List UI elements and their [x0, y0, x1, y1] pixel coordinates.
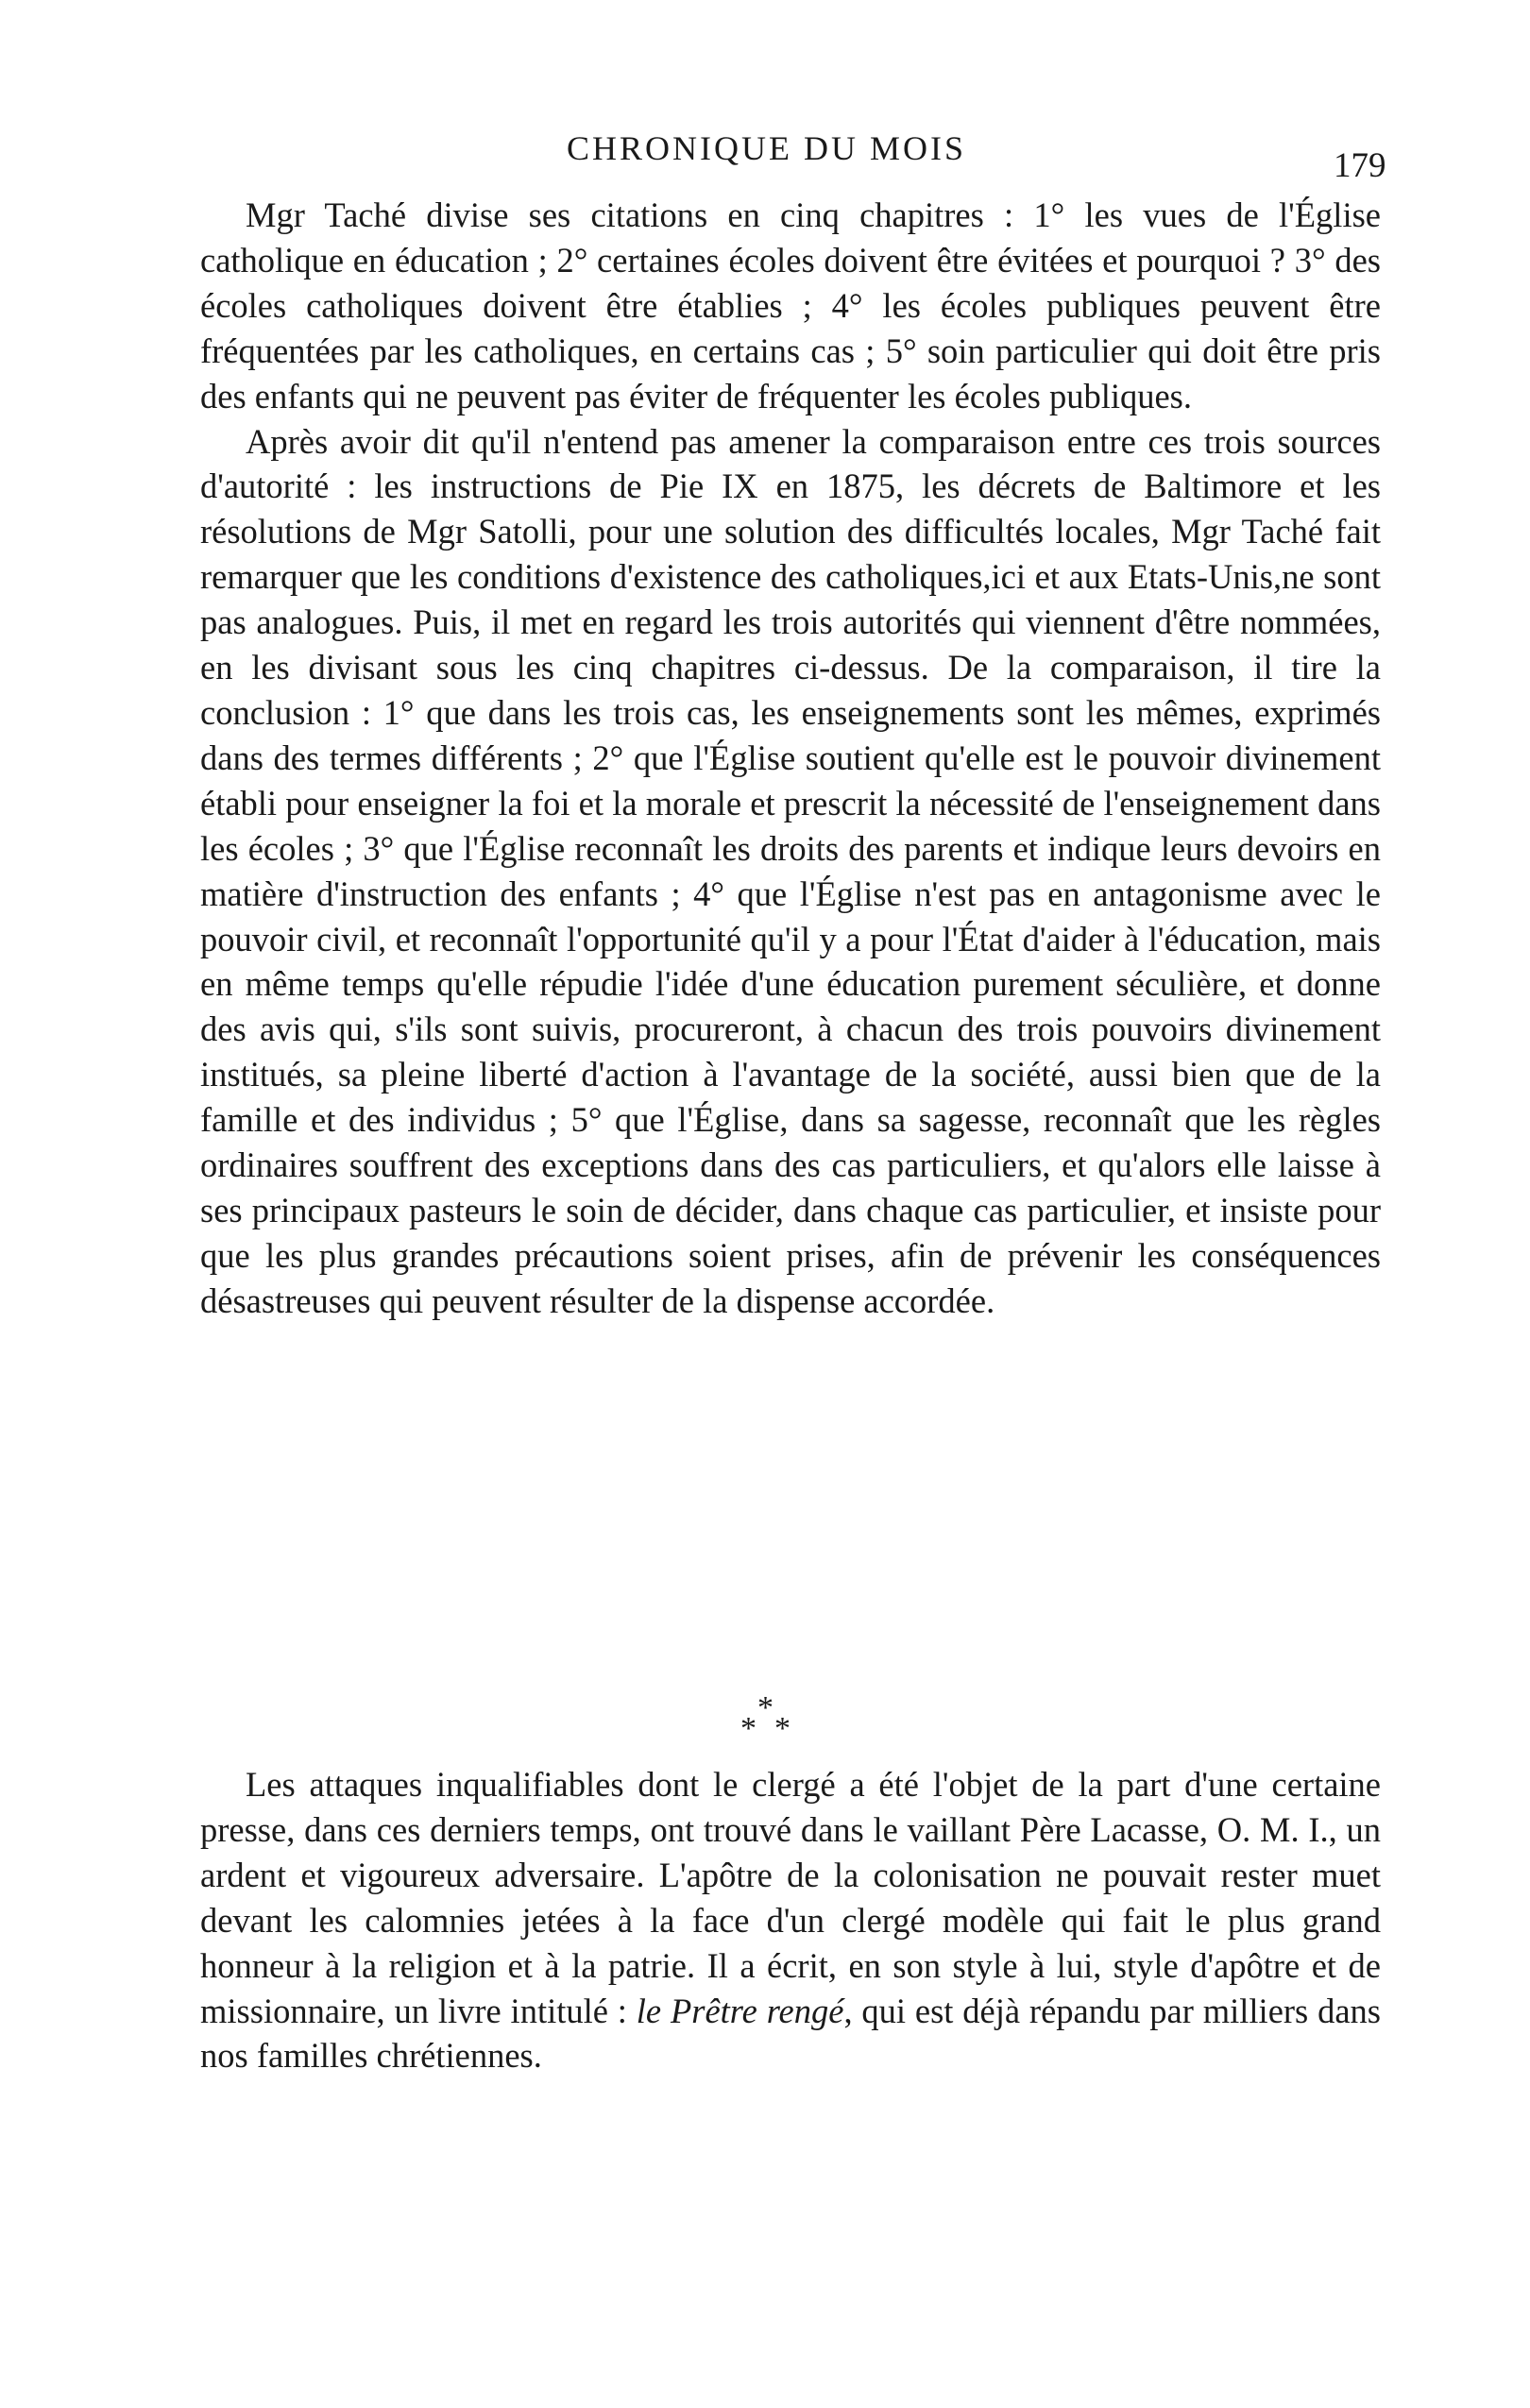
paragraph-comparison: Après avoir dit qu'il n'entend pas amener la comparaison entre ces trois sources d'autorité : les instructions de Pie IX en 1875, les décrets de Baltimore et les résolutions de Mgr Satolli, pour une solution des difficultés locales, Mgr Taché fait remarquer que les conditions d'existence des catholiques,ici et aux Etats-Unis,ne sont pas analogues. Puis, il met en regard les trois autorités qui viennent d'être nommées, en les divisant sous les cinq chapitres ci-dessus. De la comparaison, il tire la conclusion : 1° que dans les trois cas, les enseignements sont les mêmes, exprimés dans des termes différents ; 2° que l'Église soutient qu'elle est le pouvoir divinement établi pour enseigner la foi et la morale et prescrit la nécessité de l'enseignement dans les écoles ; 3° que l'Église reconnaît les droits des parents et indique leurs devoirs en matière d'instruction des enfants ; 4° que l'Église n'est pas en antagonisme avec le pouvoir civil, et reconnaît l'opportunité qu'il y a pour l'État d'aider à l'éducation, mais en même temps qu'elle répudie l'idée d'une éducation purement séculière, et donne des avis qui, s'ils sont suivis, procureront, à chacun des trois pouvoirs divinement institués, sa pleine liberté d'action à l'avantage de la société, aussi bien que de la famille et des individus ; 5° que l'Église, dans sa sagesse, reconnaît que les règles ordinaires souffrent des exceptions dans des cas particuliers, et qu'alors elle laisse à ses principaux pasteurs le soin de décider, dans chaque cas particulier, et insiste pour que les plus grandes précautions soient prises, afin de prévenir les conséquences désastreuses qui peuvent résulter de la dispense accordée. — [200, 421, 1381, 1320]
asterism-star: * — [740, 1711, 756, 1746]
page-number: 179 — [1334, 146, 1386, 185]
asterism-star: * — [774, 1711, 790, 1746]
running-head — [0, 121, 1530, 185]
section-two — [200, 1762, 1381, 2078]
asterism-separator — [727, 1690, 803, 1747]
paragraph-citations: Mgr Taché divise ses citations en cinq chapitres : 1° les vues de l'Église catholique en éducation ; 2° certaines écoles doivent être évitées et pourquoi ? 3° des écoles catholiques doivent être établies ; 4° les écoles publiques peuvent être fréquentées par les catholiques, en certains cas ; 5° soin particulier qui doit être pris des enfants qui ne peuvent pas éviter de fréquenter les écoles publiques. — [200, 195, 1381, 415]
section-one — [200, 193, 1381, 1324]
paragraph-lacasse-text: Les attaques inqualifiables dont le clergé a été l'objet de la part d'une certaine presse, dans ces derniers temps, ont trouvé dans le vaillant Père Lacasse, O. M. I., un ardent et vigoureux adversaire. L'apôtre de la colonisation ne pouvait rester muet devant les calomnies jetées à la face d'un clergé modèle qui fait le plus grand honneur à la religion et à la patrie. Il a écrit, en son style à lui, style d'apôtre et de missionnaire, un livre intitulé : — [200, 1765, 1381, 2030]
asterism-star: * — [757, 1690, 774, 1725]
running-title: CHRONIQUE DU MOIS — [567, 129, 967, 167]
book-title: le Prêtre rengé — [636, 1991, 844, 2030]
paragraph-lacasse-end: , qui est déjà répandu par milliers dans nos familles chrétiennes. — [200, 1991, 1382, 2076]
paragraph-lacasse — [200, 1762, 1381, 2078]
